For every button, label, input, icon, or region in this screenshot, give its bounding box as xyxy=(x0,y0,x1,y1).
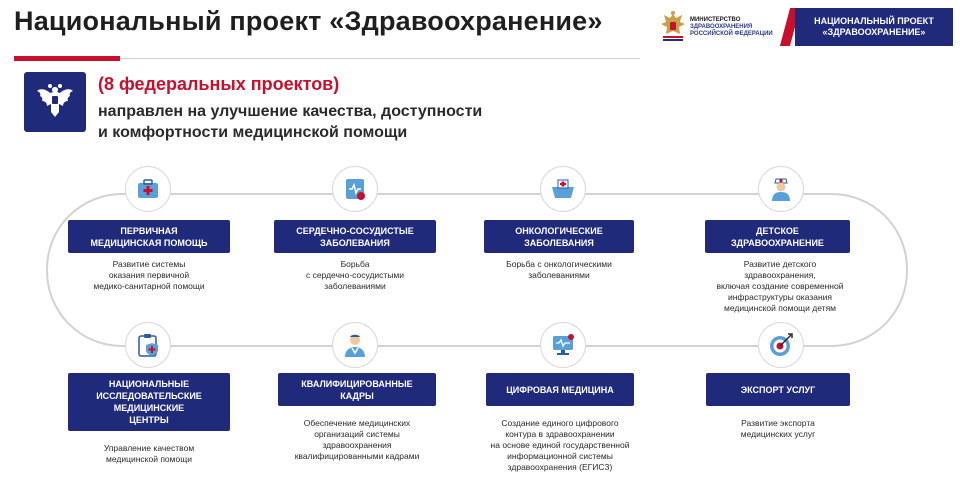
project-1-description: Развитие системы оказания первичной медико-санитарной помощи xyxy=(93,259,205,291)
emblem-tile xyxy=(24,72,86,132)
project-4-icon-circle xyxy=(758,166,804,212)
title-underline xyxy=(120,58,640,59)
eagle-emblem-icon xyxy=(32,79,78,125)
projects-count: (8 федеральных проектов) xyxy=(98,74,340,94)
project-6-description: Обеспечение медицинских организаций системы здравоохранения квалифицированными кадрами xyxy=(294,418,420,461)
double-eagle-emblem-icon xyxy=(660,10,686,44)
project-3-description: Борьба с онкологическими заболеваниями xyxy=(506,259,612,280)
oncology-icon xyxy=(549,175,577,203)
project-8-description: Развитие экспорта медицинских услуг xyxy=(740,418,816,439)
clipboard-shield-icon xyxy=(134,331,162,359)
target-icon xyxy=(767,331,795,359)
project-5-label: НАЦИОНАЛЬНЫЕ ИССЛЕДОВАТЕЛЬСКИЕ МЕДИЦИНСКИЕ ЦЕНТРЫ xyxy=(68,373,230,431)
project-5-description: Управление качеством медицинской помощи xyxy=(103,443,195,464)
badge-line-2: «ЗДРАВООХРАНЕНИЕ» xyxy=(822,27,926,37)
project-2-label: СЕРДЕЧНО-СОСУДИСТЫЕ ЗАБОЛЕВАНИЯ xyxy=(274,220,436,253)
page-title: Национальный проект «Здравоохранение» xyxy=(14,6,603,36)
project-6-icon-circle xyxy=(332,322,378,368)
intro-line-2: и комфортности медицинской помощи xyxy=(98,124,408,141)
project-5-icon-circle xyxy=(125,322,171,368)
project-badge xyxy=(795,8,953,46)
digital-monitor-icon xyxy=(549,331,577,359)
project-7-label: ЦИФРОВАЯ МЕДИЦИНА xyxy=(486,373,634,406)
project-3-icon-circle xyxy=(540,166,586,212)
project-6-label: КВАЛИФИЦИРОВАННЫЕ КАДРЫ xyxy=(278,373,436,406)
ministry-line-1: МИНИСТЕРСТВО xyxy=(690,16,741,23)
heart-monitor-icon xyxy=(341,175,369,203)
ministry-logo xyxy=(660,10,773,44)
intro-line-1: направлен на улучшение качества, доступности xyxy=(98,103,483,120)
project-1-label: ПЕРВИЧНАЯ МЕДИЦИНСКАЯ ПОМОЩЬ xyxy=(68,220,230,253)
title-underline-accent xyxy=(14,56,120,61)
project-2-icon-circle xyxy=(332,166,378,212)
nurse-icon xyxy=(767,175,795,203)
project-4-label: ДЕТСКОЕ ЗДРАВООХРАНЕНИЕ xyxy=(705,220,850,253)
project-8-label: ЭКСПОРТ УСЛУГ xyxy=(706,373,850,406)
project-3-label: ОНКОЛОГИЧЕСКИЕ ЗАБОЛЕВАНИЯ xyxy=(484,220,634,253)
project-4-description: Развитие детского здравоохранения, включая создание современной инфраструктуры оказания медицинской помощи детям xyxy=(716,259,844,313)
project-1-icon-circle xyxy=(125,166,171,212)
project-2-description: Борьба с сердечно-сосудистыми заболеваниями xyxy=(305,259,405,291)
project-7-icon-circle xyxy=(540,322,586,368)
doctor-icon xyxy=(341,331,369,359)
ministry-line-2: ЗДРАВООХРАНЕНИЯ xyxy=(690,23,753,30)
project-7-description: Создание единого цифрового контура в здравоохранении на основе единой государственной информационной системы здравоохранения (ЕГИСЗ) xyxy=(490,418,630,472)
project-8-icon-circle xyxy=(758,322,804,368)
medical-kit-icon xyxy=(134,175,162,203)
badge-line-1: НАЦИОНАЛЬНЫЙ ПРОЕКТ xyxy=(814,16,934,26)
ministry-line-3: РОССИЙСКОЙ ФЕДЕРАЦИИ xyxy=(690,30,773,37)
